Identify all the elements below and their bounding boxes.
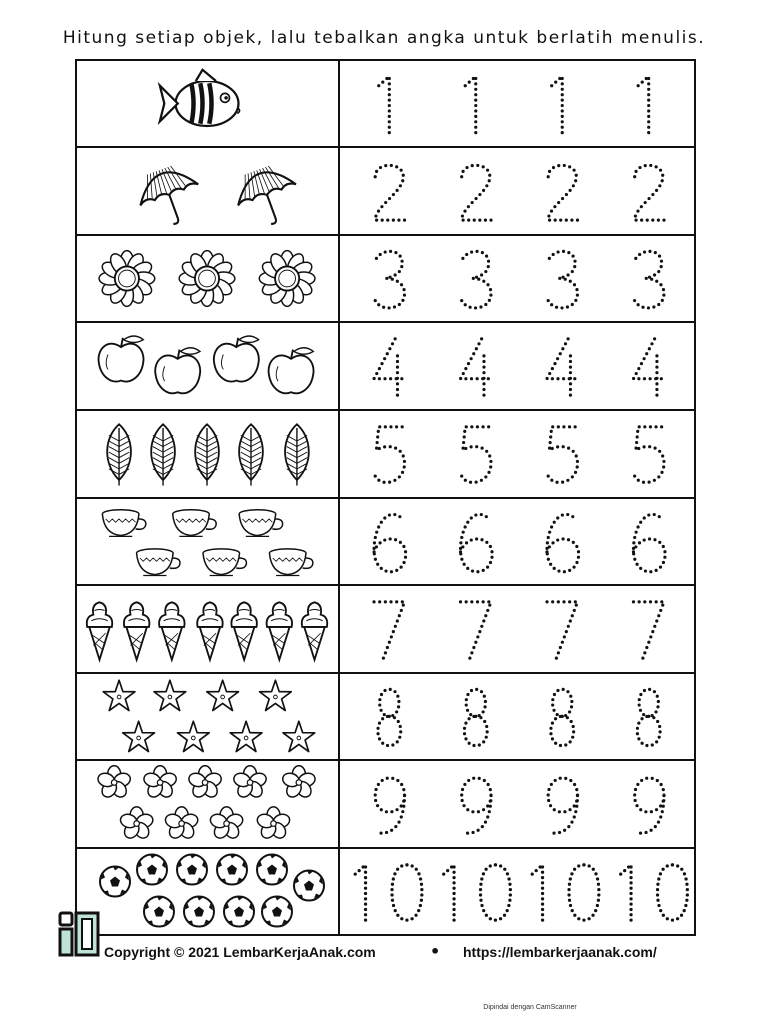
ice-cream-icon <box>87 602 112 659</box>
soccer-ball-icon <box>137 855 167 885</box>
object-count-cell <box>77 499 340 584</box>
trace-digit-3 <box>374 250 406 310</box>
leaf-icon <box>151 424 175 485</box>
starfish-icon <box>123 721 155 751</box>
tracing-digits[interactable] <box>340 323 694 409</box>
trace-digit-5 <box>633 425 665 484</box>
leaf-icon <box>107 424 131 485</box>
trace-digit-9 <box>633 777 665 835</box>
soccer-ball-icon <box>257 855 287 885</box>
ice-cream-icon <box>197 602 222 659</box>
tracing-cell[interactable] <box>340 236 694 321</box>
trace-digit-5 <box>374 425 406 484</box>
trace-digit-6 <box>632 513 667 573</box>
blossom-icon <box>119 807 155 841</box>
trace-digit-4 <box>459 337 493 396</box>
instruction-text: Hitung setiap objek, lalu tebalkan angka untuk berlatih menulis. <box>62 28 706 48</box>
object-count-cell <box>77 674 340 759</box>
objects-group <box>77 761 338 847</box>
trace-digit-8 <box>463 688 489 747</box>
object-count-cell <box>77 148 340 234</box>
worksheet-row-2 <box>77 148 694 236</box>
leaf-icon <box>239 424 263 485</box>
blossom-icon <box>232 766 268 800</box>
objects-group <box>77 61 338 146</box>
teacup-icon <box>203 549 246 576</box>
trace-digit-9 <box>460 777 492 835</box>
tracing-cell[interactable] <box>340 499 694 584</box>
trace-digit-4 <box>373 337 407 396</box>
object-count-cell <box>77 61 340 146</box>
footer-separator: • <box>430 942 441 961</box>
blossom-icon <box>164 807 200 841</box>
object-count-cell <box>77 411 340 497</box>
tracing-cell[interactable] <box>340 323 694 409</box>
tracing-digits[interactable] <box>340 761 694 847</box>
tracing-digits[interactable] <box>340 586 694 672</box>
ice-cream-icon <box>302 602 327 659</box>
worksheet-row-8 <box>77 674 694 761</box>
soccer-ball-icon <box>217 855 247 885</box>
tracing-cell[interactable] <box>340 61 694 146</box>
starfish-icon <box>207 680 239 710</box>
trace-digit-5 <box>547 425 579 484</box>
tracing-digits[interactable] <box>340 499 694 584</box>
footer <box>58 905 718 965</box>
website-link[interactable]: https://lembarkerjaanak.com/ <box>463 944 657 960</box>
tracing-cell[interactable] <box>340 761 694 847</box>
worksheet-table <box>75 59 696 936</box>
tracing-cell[interactable] <box>340 586 694 672</box>
trace-digit-1 <box>550 76 564 134</box>
trace-digit-3 <box>633 250 665 310</box>
ice-cream-icon <box>124 602 149 659</box>
tracing-digits[interactable] <box>340 674 694 759</box>
tracing-digits[interactable] <box>340 411 694 497</box>
tracing-cell[interactable] <box>340 674 694 759</box>
objects-group <box>77 674 338 759</box>
fish-icon <box>160 70 240 126</box>
trace-digit-7 <box>632 600 664 659</box>
trace-digit-7 <box>545 600 577 659</box>
ice-cream-icon <box>231 602 256 659</box>
leaf-icon <box>285 424 309 485</box>
blossom-icon <box>96 766 132 800</box>
starfish-icon <box>260 680 292 710</box>
objects-group <box>77 586 338 672</box>
apple-icon <box>155 348 200 394</box>
apple-icon <box>269 348 314 394</box>
apple-icon <box>214 336 259 382</box>
teacup-icon <box>102 510 145 537</box>
flower-icon <box>99 251 155 307</box>
worksheet-row-4 <box>77 323 694 411</box>
object-count-cell <box>77 761 340 847</box>
starfish-icon <box>283 721 315 751</box>
worksheet-row-7 <box>77 586 694 674</box>
trace-digit-1 <box>464 76 478 134</box>
trace-digit-5 <box>460 425 492 484</box>
trace-digit-6 <box>545 513 580 573</box>
tracing-digits[interactable] <box>340 61 694 146</box>
teacup-icon <box>239 510 282 537</box>
ice-cream-icon <box>267 602 292 659</box>
tracing-cell[interactable] <box>340 148 694 234</box>
ice-cream-icon <box>159 602 184 659</box>
trace-digit-8 <box>549 688 575 747</box>
soccer-ball-icon <box>177 855 207 885</box>
objects-group <box>77 411 338 497</box>
blossom-icon <box>187 766 223 800</box>
tracing-digits[interactable] <box>340 236 694 321</box>
trace-digit-9 <box>374 777 406 835</box>
umbrella-icon <box>131 159 208 233</box>
trace-digit-1 <box>637 76 651 134</box>
trace-digit-6 <box>459 513 494 573</box>
trace-digit-8 <box>376 688 402 747</box>
trace-digit-2 <box>460 164 492 222</box>
worksheet-row-3 <box>77 236 694 323</box>
worksheet-row-5 <box>77 411 694 499</box>
teacup-icon <box>137 549 180 576</box>
soccer-ball-icon <box>100 867 130 897</box>
logo-icon <box>58 905 100 957</box>
trace-digit-7 <box>372 600 404 659</box>
starfish-icon <box>230 721 262 751</box>
tracing-cell[interactable] <box>340 411 694 497</box>
trace-digit-3 <box>460 250 492 310</box>
teacup-icon <box>269 549 312 576</box>
trace-digit-9 <box>547 777 579 835</box>
object-count-cell <box>77 323 340 409</box>
objects-group <box>77 499 338 584</box>
blossom-icon <box>209 807 245 841</box>
objects-group <box>77 323 338 409</box>
teacup-icon <box>173 510 216 537</box>
trace-digit-2 <box>547 164 579 222</box>
trace-digit-1 <box>377 76 391 134</box>
worksheet-row-9 <box>77 761 694 849</box>
umbrella-icon <box>229 159 306 233</box>
objects-group <box>77 236 338 321</box>
flower-icon <box>259 251 315 307</box>
starfish-icon <box>154 680 186 710</box>
starfish-icon <box>103 680 135 710</box>
copyright-text: Copyright © 2021 LembarKerjaAnak.com <box>104 944 376 960</box>
flower-icon <box>179 251 235 307</box>
blossom-icon <box>142 766 178 800</box>
tracing-digits[interactable] <box>340 148 694 234</box>
trace-digit-4 <box>632 337 666 396</box>
worksheet-row-6 <box>77 499 694 586</box>
trace-digit-2 <box>633 164 665 222</box>
trace-digit-7 <box>459 600 491 659</box>
objects-group <box>77 148 338 234</box>
trace-digit-3 <box>547 250 579 310</box>
leaf-icon <box>195 424 219 485</box>
trace-digit-2 <box>374 164 406 222</box>
blossom-icon <box>281 766 317 800</box>
trace-digit-4 <box>546 337 580 396</box>
trace-digit-8 <box>636 688 662 747</box>
object-count-cell <box>77 586 340 672</box>
worksheet-row-1 <box>77 61 694 148</box>
soccer-ball-icon <box>294 871 324 901</box>
trace-digit-6 <box>372 513 407 573</box>
scanner-note: Dipindai dengan CamScanner <box>483 1004 577 1011</box>
blossom-icon <box>256 807 292 841</box>
object-count-cell <box>77 236 340 321</box>
apple-icon <box>99 336 144 382</box>
starfish-icon <box>177 721 209 751</box>
